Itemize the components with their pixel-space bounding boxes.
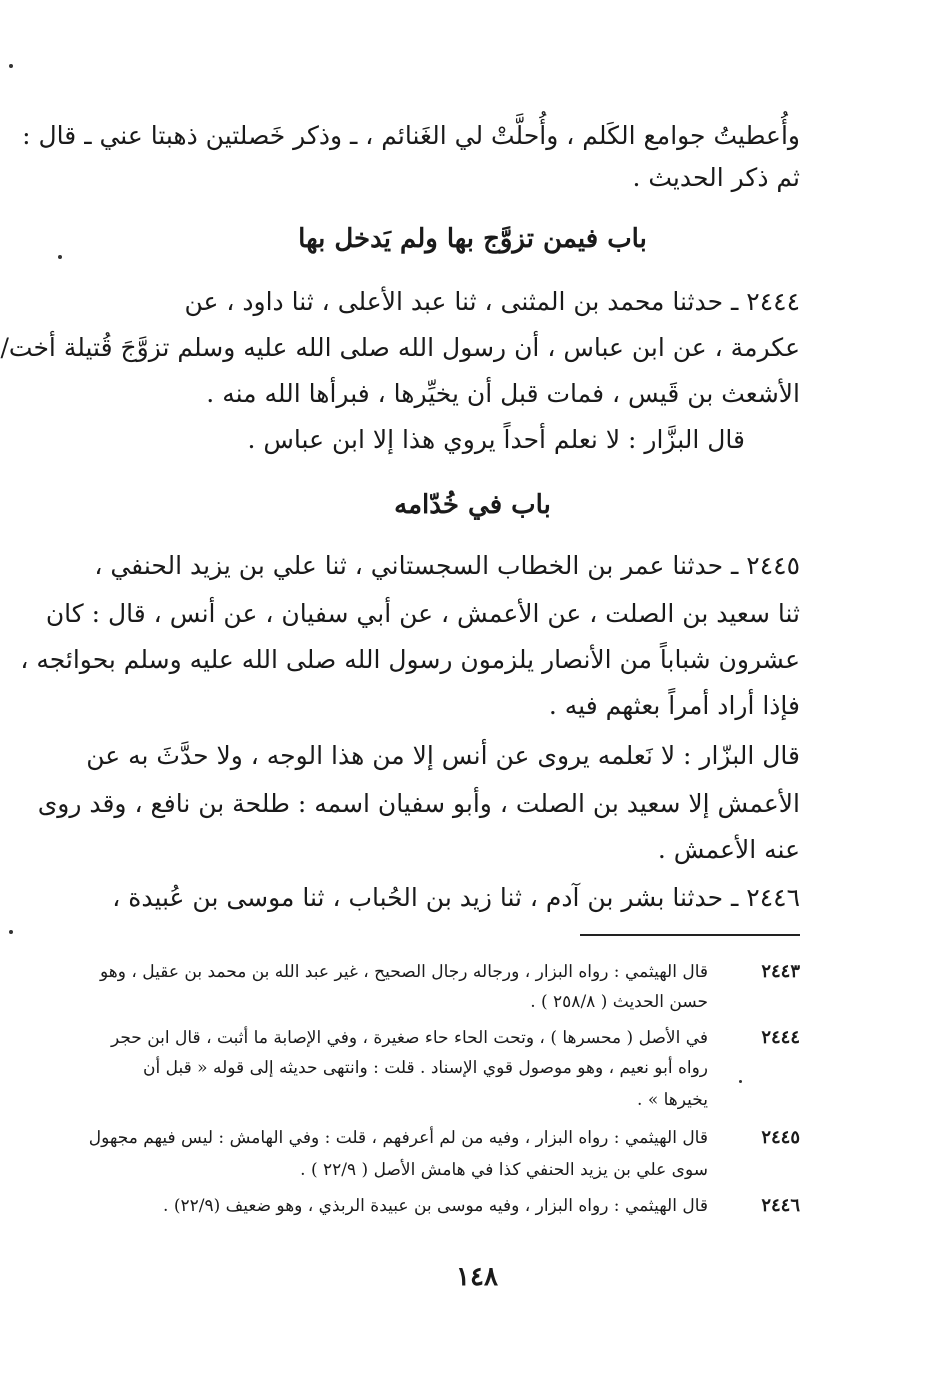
footnote-line: حسن الحديث ( ٢٥٨/٨ ) . [530, 992, 708, 1012]
comment-line: عنه الأعمش . [657, 835, 800, 864]
hadith-line: عشرون شباباً من الأنصار يلزمون رسول الله صلى الله عليه وسلم بحوائجه ، [20, 645, 800, 674]
hadith-line: فإذا أراد أمراً بعثهم فيه . [548, 691, 800, 720]
hadith-line: ٢٤٤٦ ـ حدثنا بشر بن آدم ، ثنا زيد بن الحُباب ، ثنا موسى بن عُبيدة ، [112, 883, 800, 912]
footnote-line: في الأصل ( محسرها ) ، وتحت الحاء حاء صغيرة ، وفي الإصابة ما أثبت ، قال ابن حجر [110, 1028, 708, 1048]
scan-speck [58, 255, 62, 259]
footnote-line: قال الهيثمي : رواه البزار ، ورجاله رجال الصحيح ، غير عبد الله بن محمد بن عقيل ، وهو [100, 962, 708, 982]
hadith-line: الأشعث بن قَيس ، فمات قبل أن يخيِّرها ، فبرأها الله منه . [206, 379, 800, 408]
comment-line: قال البزّار : لا نَعلمه يروى عن أنس إلا من هذا الوجه ، ولا حدَّثَ به عن [86, 741, 800, 770]
hadith-line: قال البزَّار : لا نعلم أحداً يروي هذا إلا ابن عباس . [247, 425, 745, 454]
chapter-heading: باب في خُدّامه [394, 490, 551, 520]
hadith-line: ٢٤٤٤ ـ حدثنا محمد بن المثنى ، ثنا عبد الأعلى ، ثنا داود ، عن [184, 287, 800, 316]
comment-line: الأعمش إلا سعيد بن الصلت ، وأبو سفيان اسمه : طلحة بن نافع ، وقد روى [37, 789, 800, 818]
chapter-heading: باب فيمن تزوَّج بها ولم يَدخل بها [298, 224, 647, 254]
footnote-number: ٢٤٤٤ [761, 1027, 800, 1048]
footnote [145, 1192, 800, 1222]
hadith-line: ثنا سعيد بن الصلت ، عن الأعمش ، عن أبي سفيان ، عن أنس ، قال : كان [45, 599, 800, 628]
footnote-divider [580, 934, 800, 936]
intro-line: ثم ذكر الحديث . [632, 163, 800, 192]
footnote-line: قال الهيثمي : رواه البزار ، وفيه من لم أعرفهم ، قلت : وفي الهامش : ليس فيهم مجهول [88, 1128, 708, 1148]
hadith-line: ٢٤٤٥ ـ حدثنا عمر بن الخطاب السجستاني ، ثنا علي بن يزيد الحنفي ، [94, 551, 800, 580]
intro-line: وأُعطيتُ جوامع الكَلم ، وأُحلَّتْ لي الغَنائم ، ـ وذكر خَصلتين ذهبتا عني ـ قال : [22, 121, 800, 150]
hadith-line: عكرمة ، عن ابن عباس ، أن رسول الله صلى الله عليه وسلم تزوَّجَ قُتيلة أخت/ [0, 333, 800, 362]
footnote-number: ٢٤٤٥ [761, 1127, 800, 1148]
footnote-line: رواه أبو نعيم ، وهو موصول قوي الإسناد . قلت : وانتهى حديثه إلى قوله « قبل أن [143, 1058, 708, 1078]
footnote-line: سوى علي بن يزيد الحنفي كذا في هامش الأصل ( ٢٢/٩ ) . [300, 1160, 708, 1180]
scan-speck [9, 930, 13, 934]
footnote-line: قال الهيثمي : رواه البزار ، وفيه موسى بن عبيدة الربذي ، وهو ضعيف (٢٢/٩) . [163, 1196, 708, 1216]
scan-speck [9, 64, 13, 68]
page-number: ١٤٨ [456, 1262, 498, 1292]
footnote-number: ٢٤٤٣ [761, 961, 800, 982]
footnote [110, 1024, 800, 1116]
footnote-number: ٢٤٤٦ [761, 1195, 800, 1216]
footnote [88, 1124, 800, 1184]
footnote-line: يخيرها » . [637, 1090, 708, 1110]
footnote [100, 958, 800, 1018]
